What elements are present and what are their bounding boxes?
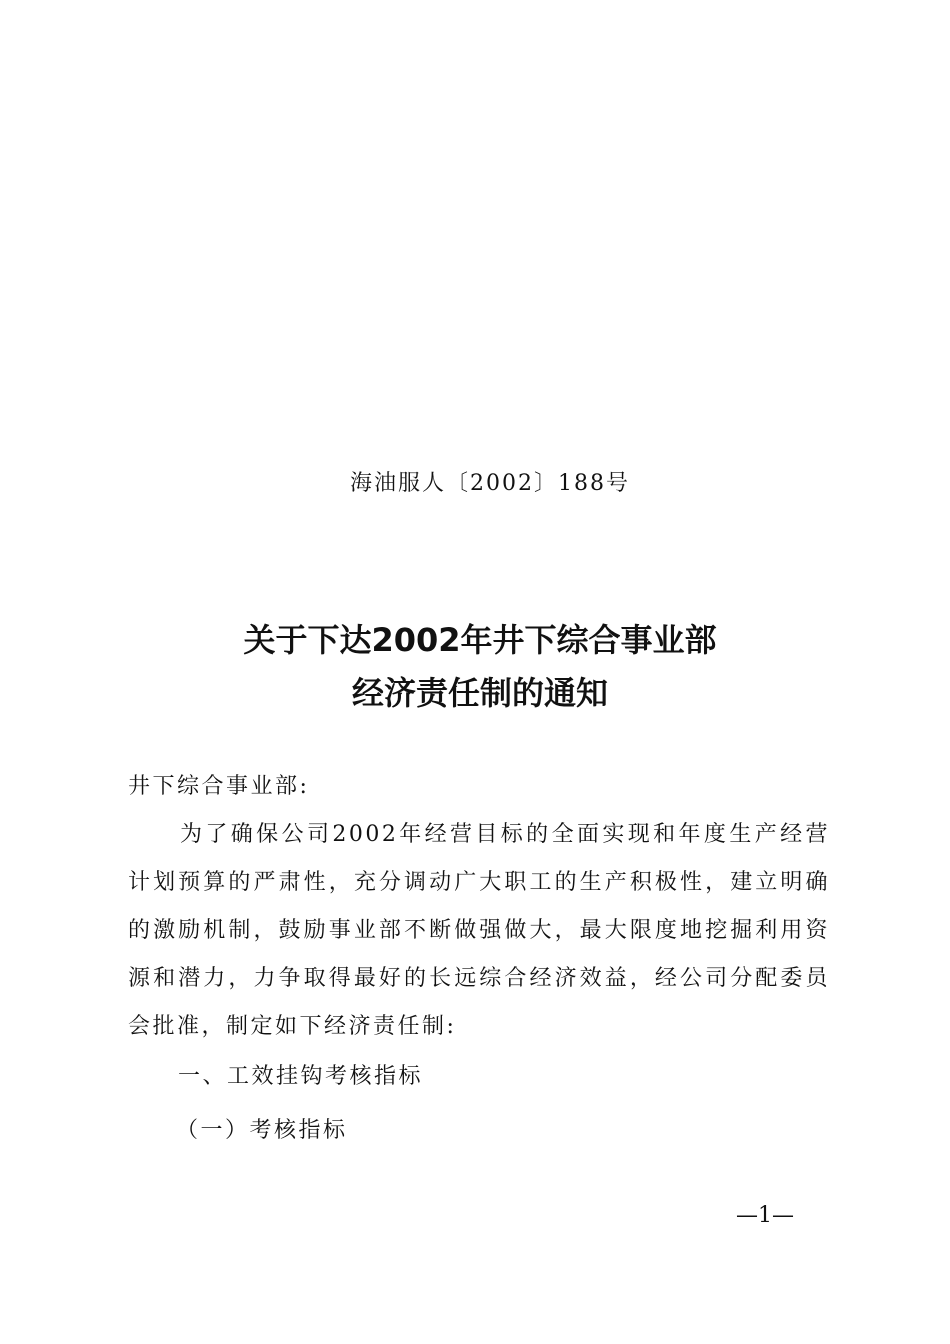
subsection-heading: （一）考核指标 <box>176 1118 348 1143</box>
document-title-line-1: 关于下达2002年井下综合事业部 <box>243 621 717 659</box>
body-paragraph: 为了确保公司2002年经营目标的全面实现和年度生产经营计划预算的严肃性，充分调动广大职工的生产积极性，建立明确的激励机制，鼓励事业部不断做强做大，最大限度地挖掘利用资源和潜力，力争取得最好的长远综合经济效益，经公司分配委员会批准，制定如下经济责任制: <box>128 822 830 1039</box>
document-number: 海油服人〔2002〕188号 <box>350 471 630 496</box>
salutation: 井下综合事业部: <box>128 774 310 799</box>
page-number: —1— <box>736 1203 794 1228</box>
body-paragraph-container <box>128 811 830 1051</box>
document-title-line-2: 经济责任制的通知 <box>351 674 608 712</box>
section-heading: 一、工效挂钩考核指标 <box>178 1064 424 1089</box>
